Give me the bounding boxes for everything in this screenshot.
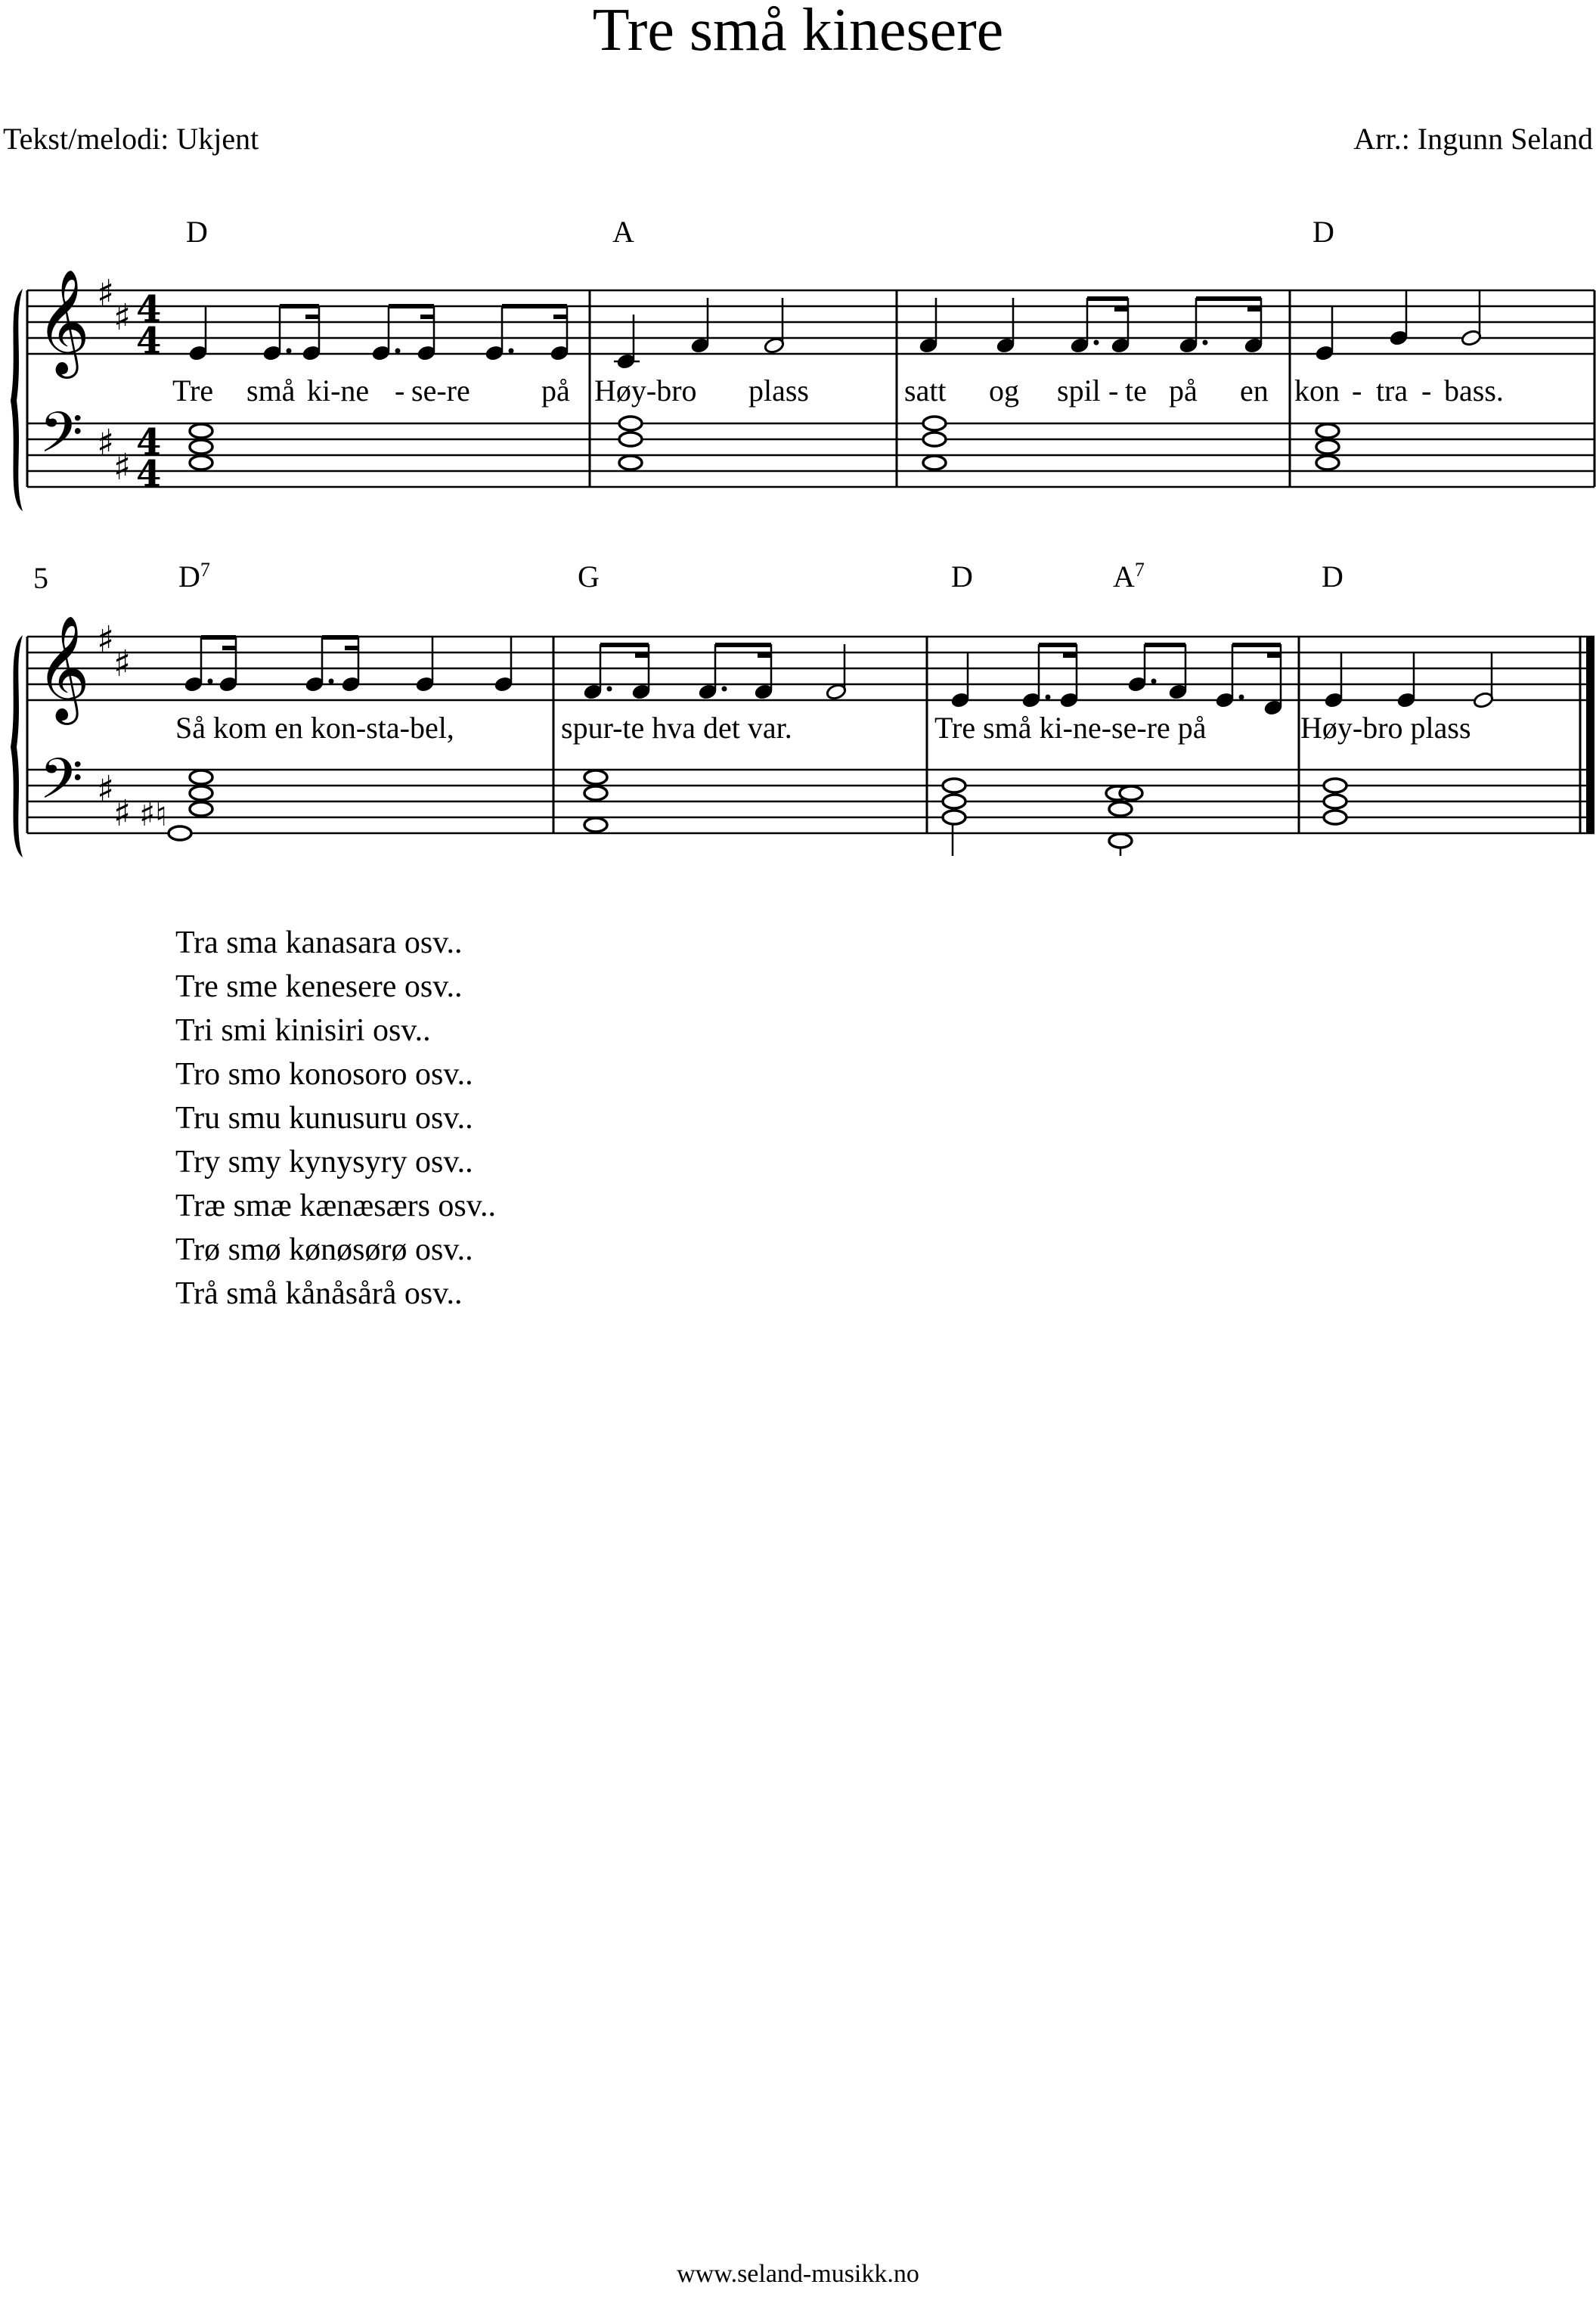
key-signature-sharps	[97, 272, 131, 488]
svg-text:♯: ♯	[113, 446, 132, 488]
svg-text:4: 4	[136, 288, 162, 330]
svg-text:4: 4	[136, 453, 162, 495]
verse-line: Try smy kynysyry osv..	[175, 1145, 473, 1179]
melody-notes-m2	[614, 298, 785, 370]
final-barline	[1586, 637, 1594, 833]
treble-clef-icon: 𝄞	[36, 615, 90, 721]
svg-text:kon: kon	[1294, 374, 1340, 408]
svg-text:små: små	[246, 374, 296, 408]
svg-text:Høy-bro: Høy-bro	[594, 374, 697, 408]
svg-text:D7: $D^7$	[178, 559, 210, 594]
svg-text:spur-te hva det var.: spur-te hva det var.	[561, 711, 792, 745]
additional-verses	[175, 921, 496, 1316]
bass-chords-1	[190, 417, 1339, 470]
svg-text:te: te	[1125, 374, 1147, 408]
bass-clef-icon: 𝄢	[39, 746, 83, 826]
svg-text:en: en	[1240, 374, 1269, 408]
melody-notes-m7	[950, 643, 1283, 716]
svg-text:og: og	[989, 374, 1019, 408]
svg-text:-: -	[1108, 374, 1119, 408]
svg-text:♯: ♯	[113, 792, 132, 835]
treble-clef-icon: 𝄞	[36, 269, 90, 374]
svg-text:♯: ♯	[113, 296, 132, 339]
svg-text:4: 4	[136, 320, 162, 362]
svg-text:-: -	[395, 374, 405, 408]
verse-line: Tro smo konosoro osv..	[175, 1057, 473, 1092]
svg-text:-: -	[1352, 374, 1362, 408]
svg-text:Tre: Tre	[172, 374, 214, 408]
verse-line: Trå små kånåsårå osv..	[175, 1276, 463, 1311]
chord-symbols-2	[178, 559, 1343, 594]
system-2	[11, 559, 1594, 857]
svg-text:bass.: bass.	[1444, 374, 1504, 408]
system-1	[11, 215, 1594, 511]
svg-text:4: 4	[136, 421, 162, 463]
melody-notes-m3	[919, 296, 1263, 354]
svg-text:Så kom en kon-sta-bel,: Så kom en kon-sta-bel,	[175, 711, 454, 745]
footer-website: www.seland-musikk.no	[677, 2260, 919, 2288]
svg-text:satt: satt	[904, 374, 947, 408]
svg-text:♯: ♯	[97, 272, 115, 315]
song-title: Tre små kinesere	[592, 0, 1004, 64]
verse-line: Tre sme kenesere osv..	[175, 969, 463, 1004]
svg-text:-: -	[1421, 374, 1432, 408]
svg-text:♯♮: ♯♮	[139, 795, 168, 834]
grand-staff-brace	[11, 289, 23, 511]
svg-text:ki-ne: ki-ne	[307, 374, 370, 408]
lyrics-line-2	[175, 711, 1471, 745]
svg-text:spil: spil	[1057, 374, 1101, 408]
bass-chords-2	[139, 770, 1347, 856]
verse-line: Trø smø kønøsørø osv..	[175, 1232, 473, 1267]
svg-text:♯: ♯	[97, 768, 115, 811]
svg-text:D: D	[951, 560, 973, 594]
svg-text:på: på	[541, 374, 570, 408]
verse-line: Tra sma kanasara osv..	[175, 925, 463, 960]
treble-staff-1	[27, 290, 1594, 354]
arranger-credit: Arr.: Ingunn Seland	[1353, 122, 1593, 156]
melody-notes-m6	[583, 643, 847, 701]
svg-text:♯: ♯	[97, 422, 115, 464]
verse-line: Tru smu kunusuru osv..	[175, 1101, 473, 1136]
svg-text:på: på	[1169, 374, 1198, 408]
chord-symbol: D	[186, 215, 208, 249]
time-signature	[136, 288, 161, 495]
grand-staff-brace	[11, 635, 23, 857]
svg-text:D: D	[1322, 560, 1343, 594]
svg-text:tra: tra	[1376, 374, 1409, 408]
sheet-music-score	[0, 0, 1596, 892]
svg-text:plass: plass	[748, 374, 809, 408]
bass-staff-2	[27, 770, 1594, 833]
svg-text:G: G	[578, 560, 600, 594]
svg-text:A7: $A^7$	[1113, 559, 1145, 594]
lyricist-composer-credit: Tekst/melodi: Ukjent	[3, 122, 259, 156]
verse-line: Tri smi kinisiri osv..	[175, 1013, 431, 1048]
svg-text:Tre små ki-ne-se-re på: Tre små ki-ne-se-re på	[934, 711, 1207, 745]
verse-line: Træ smæ kænæsærs osv..	[175, 1189, 497, 1223]
svg-text:♯: ♯	[97, 618, 115, 661]
measure-number: 5	[33, 561, 48, 595]
melody-notes-m4	[1315, 290, 1482, 361]
svg-text:♯: ♯	[113, 643, 132, 685]
treble-staff-2	[27, 637, 1594, 700]
svg-text:Høy-bro plass: Høy-bro plass	[1300, 711, 1471, 745]
bass-clef-icon: 𝄢	[39, 400, 83, 479]
svg-text:se-re: se-re	[411, 374, 470, 408]
key-signature-sharps	[97, 618, 131, 835]
bass-staff-1	[27, 423, 1594, 487]
chord-symbol: D	[1312, 215, 1334, 249]
lyrics-line-1	[172, 374, 1504, 408]
chord-symbol: A	[612, 215, 634, 249]
